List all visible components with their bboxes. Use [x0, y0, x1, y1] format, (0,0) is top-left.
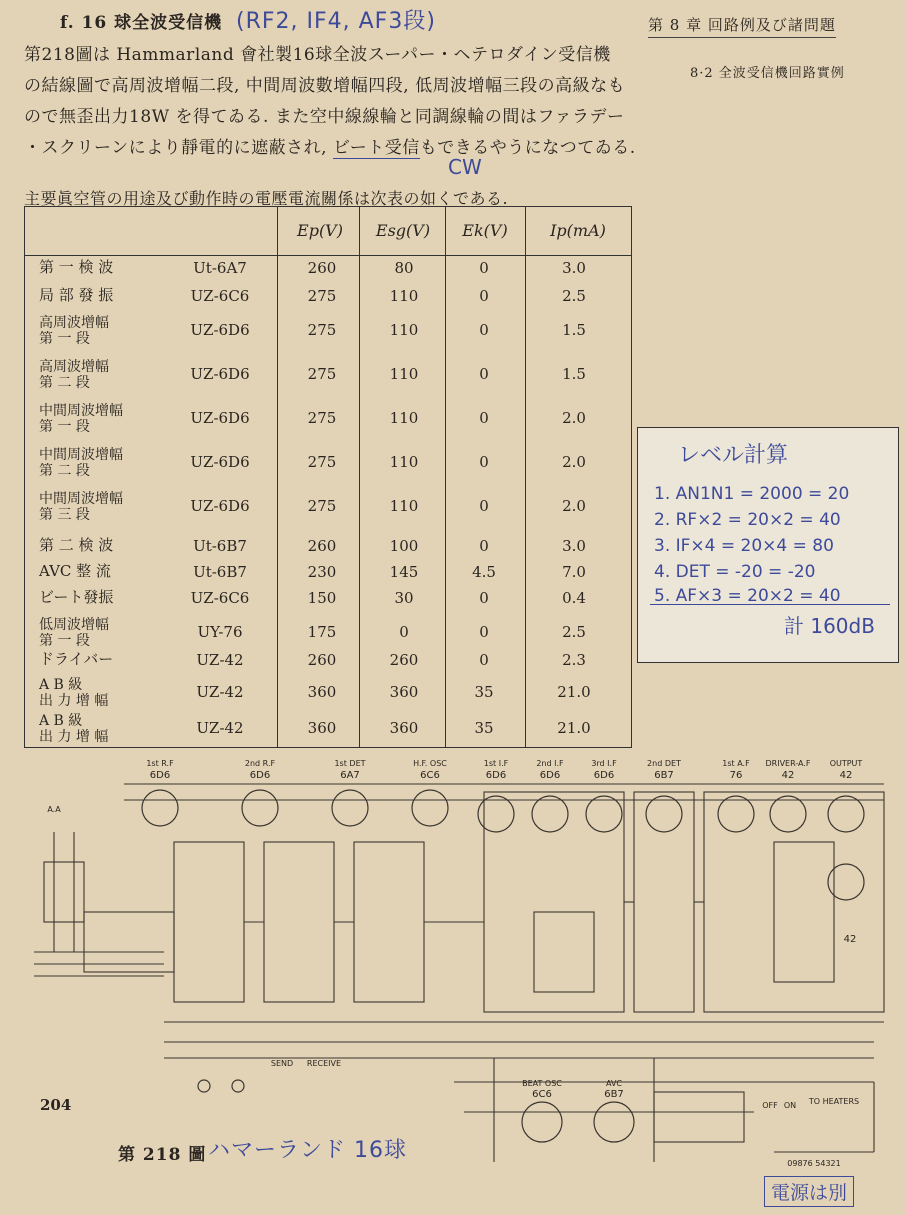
handwritten-power-note: 電源は別 — [764, 1176, 854, 1207]
subchapter-running-head: 8·2 全波受信機回路實例 — [690, 66, 845, 81]
function-line: 局 部 發 振 — [39, 286, 114, 304]
tube-stage-label: 1st DET — [334, 759, 366, 768]
paragraph-fragment: もできるやうになつてゐる. — [419, 138, 636, 158]
cell-ek: 0 — [479, 651, 489, 669]
cell-ip: 21.0 — [557, 719, 591, 737]
function-line: 第 一 検 波 — [39, 258, 114, 276]
function-line: 第 三 段 — [39, 507, 90, 523]
terminal-strip-label: 09876 54321 — [787, 1159, 841, 1168]
cell-ek: 0 — [479, 287, 489, 305]
cell-esg: 110 — [389, 321, 419, 339]
cell-ek: 4.5 — [472, 563, 496, 581]
tube-type: UZ-6D6 — [190, 453, 250, 471]
function-line: 中間周波增幅 — [39, 403, 123, 419]
cell-ep: 260 — [307, 651, 337, 669]
cell-ip: 3.0 — [562, 537, 586, 555]
tube-type: UZ-6D6 — [190, 321, 250, 339]
tube-stage-label: OUTPUT — [829, 759, 863, 768]
header-ip: Ip(mA) — [550, 221, 606, 240]
paragraph-line — [24, 133, 636, 164]
cell-ek: 0 — [479, 589, 489, 607]
tube-type-label: 42 — [839, 770, 853, 781]
cell-ip: 2.5 — [562, 287, 586, 305]
receive-label: RECEIVE — [306, 1059, 342, 1068]
tube-stage-label: 3rd I.F — [591, 759, 617, 768]
function-line: ドライバー — [39, 650, 114, 668]
level-calc-line: 2. RF×2 = 20×2 = 40 — [654, 510, 841, 530]
figure-caption: 第 218 圖 — [118, 1145, 207, 1165]
function-line: 低周波增幅 — [39, 617, 109, 633]
tube-type: UZ-6C6 — [190, 287, 250, 305]
level-calc-title: レベル計算 — [678, 443, 789, 468]
tube-type: UZ-6C6 — [190, 589, 250, 607]
schematic-text — [47, 759, 862, 1168]
function-line: ビート發振 — [39, 588, 114, 606]
column-divider — [445, 207, 446, 747]
cell-ep: 275 — [307, 497, 337, 515]
beat-reception-underlined: ビート受信 — [332, 138, 420, 158]
cell-ip: 2.0 — [562, 453, 586, 471]
function-line: 出 力 增 幅 — [39, 729, 109, 745]
handwritten-caption: ハマーランド 16球 — [208, 1138, 407, 1163]
cell-esg: 110 — [389, 409, 419, 427]
tube-function — [39, 259, 163, 275]
cell-esg: 0 — [399, 623, 409, 641]
column-divider — [525, 207, 526, 747]
tube-function — [39, 563, 163, 579]
cell-ek: 0 — [479, 497, 489, 515]
schematic-wiring — [34, 784, 884, 1162]
level-calc-line: 3. IF×4 = 20×4 = 80 — [654, 536, 834, 556]
level-calculation-note — [637, 427, 899, 663]
lower-stage-label: BEAT OSC — [522, 1079, 562, 1088]
tube-symbols — [142, 790, 864, 1142]
cell-ip: 2.0 — [562, 497, 586, 515]
chapter-running-head: 第 8 章 回路例及び諸問題 — [648, 14, 836, 38]
cell-ep: 360 — [307, 683, 337, 701]
cell-ek: 35 — [474, 683, 494, 701]
tube-stage-label: H.F. OSC — [413, 759, 447, 768]
level-calc-line: 5. AF×3 = 20×2 = 40 — [654, 586, 841, 606]
tube-function — [39, 447, 163, 479]
cell-ep: 175 — [307, 623, 337, 641]
cell-esg: 360 — [389, 719, 419, 737]
tube-type-label: 6D6 — [149, 770, 171, 781]
cell-ek: 0 — [479, 409, 489, 427]
function-line: 出 力 增 幅 — [39, 693, 109, 709]
tube-type-label: 6B7 — [654, 770, 674, 781]
function-line: 第 二 段 — [39, 463, 90, 479]
column-divider — [359, 207, 360, 747]
cell-ek: 0 — [479, 623, 489, 641]
header-ep: Ep(V) — [297, 221, 343, 240]
tube-type-label: 6C6 — [420, 770, 440, 781]
paragraph-line: 第218圖は Hammarland 會社製16球全波スーパー・ヘテロダイン受信機 — [24, 45, 611, 65]
cell-esg: 110 — [389, 365, 419, 383]
tube-operating-table — [24, 206, 632, 748]
cell-esg: 360 — [389, 683, 419, 701]
tube-type: UZ-42 — [196, 651, 244, 669]
section-heading: f. 16 球全波受信機 — [60, 13, 223, 33]
send-label: SEND — [270, 1059, 294, 1068]
function-line: 第 一 段 — [39, 331, 90, 347]
cell-ip: 2.0 — [562, 409, 586, 427]
tube-type-label: 6D6 — [249, 770, 271, 781]
cell-esg: 145 — [389, 563, 419, 581]
function-line: AVC 整 流 — [39, 562, 111, 580]
cell-ip: 1.5 — [562, 365, 586, 383]
table-intro-text: 主要眞空管の用途及び動作時の電壓電流關係は次表の如くである. — [24, 189, 509, 208]
cell-ip: 21.0 — [557, 683, 591, 701]
function-line: 中間周波增幅 — [39, 447, 123, 463]
tube-type: Ut-6B7 — [193, 563, 247, 581]
cell-ip: 7.0 — [562, 563, 586, 581]
header-ek: Ek(V) — [462, 221, 508, 240]
cell-ep: 230 — [307, 563, 337, 581]
tube-type-label: 6D6 — [485, 770, 507, 781]
header-esg: Esg(V) — [375, 221, 431, 240]
tube-stage-label: DRIVER-A.F — [765, 759, 811, 768]
function-line: 高周波增幅 — [39, 359, 109, 375]
cell-ip: 0.4 — [562, 589, 586, 607]
tube-type-label: 6D6 — [593, 770, 615, 781]
body-paragraph — [24, 40, 636, 164]
paragraph-fragment: ・スクリーンにより靜電的に遮蔽され, — [24, 138, 333, 158]
cell-esg: 110 — [389, 453, 419, 471]
level-calc-line: 1. AN1N1 = 2000 = 20 — [654, 484, 850, 504]
function-line: 高周波增幅 — [39, 315, 109, 331]
tube-type: UZ-6D6 — [190, 409, 250, 427]
tube-stage-label: 1st A.F — [722, 759, 750, 768]
table-header-row — [25, 207, 631, 256]
switch-off-label: OFF — [762, 1101, 778, 1110]
tube-function — [39, 537, 163, 553]
level-calc-line: 4. DET = -20 = -20 — [654, 562, 816, 582]
lower-tube-label: 6C6 — [532, 1089, 552, 1100]
tube-type: UZ-6D6 — [190, 497, 250, 515]
cell-ep: 275 — [307, 453, 337, 471]
cell-ep: 275 — [307, 365, 337, 383]
cell-esg: 30 — [394, 589, 414, 607]
function-line: A B 級 — [39, 713, 83, 729]
cell-ek: 0 — [479, 537, 489, 555]
cell-ep: 275 — [307, 287, 337, 305]
function-line: 第 二 段 — [39, 375, 90, 391]
tube-function — [39, 677, 163, 709]
tube-stage-label: 2nd DET — [647, 759, 681, 768]
cell-ep: 360 — [307, 719, 337, 737]
cell-ek: 0 — [479, 365, 489, 383]
tube-type: Ut-6B7 — [193, 537, 247, 555]
cell-esg: 110 — [389, 287, 419, 305]
function-line: 第 二 検 波 — [39, 536, 114, 554]
tube-type-label: 76 — [729, 770, 743, 781]
tube-stage-label: 1st I.F — [483, 759, 509, 768]
tube-stage-label: 1st R.F — [146, 759, 174, 768]
output-tube-label: 42 — [843, 934, 857, 945]
tube-stage-label: 2nd I.F — [536, 759, 564, 768]
function-line: 第 一 段 — [39, 419, 90, 435]
tube-function — [39, 651, 163, 667]
tube-function — [39, 713, 163, 745]
function-line: 第 一 段 — [39, 633, 90, 649]
cell-ip: 2.3 — [562, 651, 586, 669]
tube-function — [39, 589, 163, 605]
level-calc-total: 計 160dB — [784, 614, 875, 638]
cell-ip: 1.5 — [562, 321, 586, 339]
tube-type: UZ-6D6 — [190, 365, 250, 383]
lower-tube-label: 6B7 — [604, 1089, 624, 1100]
tube-type: UY-76 — [197, 623, 243, 641]
tube-type: UZ-42 — [196, 683, 244, 701]
cell-ip: 3.0 — [562, 259, 586, 277]
column-divider — [277, 207, 278, 747]
cell-ep: 260 — [307, 259, 337, 277]
handwritten-stage-note: (RF2, IF4, AF3段) — [236, 9, 436, 34]
cell-ep: 150 — [307, 589, 337, 607]
cell-ep: 275 — [307, 409, 337, 427]
level-calc-rule — [650, 604, 890, 605]
tube-stage-label: 2nd R.F — [244, 759, 276, 768]
paragraph-line: の結線圖で高周波增幅二段, 中間周波數增幅四段, 低周波增幅三段の高級なも — [24, 76, 626, 96]
cell-ek: 35 — [474, 719, 494, 737]
tube-function — [39, 491, 163, 523]
cell-ep: 275 — [307, 321, 337, 339]
cell-ep: 260 — [307, 537, 337, 555]
cell-esg: 100 — [389, 537, 419, 555]
cell-ip: 2.5 — [562, 623, 586, 641]
paragraph-line: ので無歪出力18W を得てゐる. また空中線線輪と同調線輪の間はファラデー — [24, 107, 625, 127]
cell-esg: 110 — [389, 497, 419, 515]
lower-stage-label: AVC — [605, 1079, 623, 1088]
antenna-label: A.A — [47, 805, 61, 814]
tube-function — [39, 359, 163, 391]
tube-type-label: 6A7 — [340, 770, 360, 781]
heaters-label: TO HEATERS — [808, 1097, 860, 1106]
cell-ek: 0 — [479, 321, 489, 339]
function-line: A B 級 — [39, 677, 83, 693]
page-number: 204 — [40, 1096, 72, 1114]
handwritten-cw-note: CW — [448, 155, 482, 179]
tube-type: Ut-6A7 — [193, 259, 247, 277]
switch-on-label: ON — [783, 1101, 797, 1110]
tube-type-label: 42 — [781, 770, 795, 781]
tube-type-label: 6D6 — [539, 770, 561, 781]
tube-type: UZ-42 — [196, 719, 244, 737]
cell-esg: 260 — [389, 651, 419, 669]
tube-function — [39, 315, 163, 347]
cell-esg: 80 — [394, 259, 414, 277]
tube-function — [39, 617, 163, 649]
cell-ek: 0 — [479, 259, 489, 277]
circuit-schematic — [14, 752, 894, 1192]
tube-function — [39, 287, 163, 303]
tube-function — [39, 403, 163, 435]
function-line: 中間周波增幅 — [39, 491, 123, 507]
cell-ek: 0 — [479, 453, 489, 471]
